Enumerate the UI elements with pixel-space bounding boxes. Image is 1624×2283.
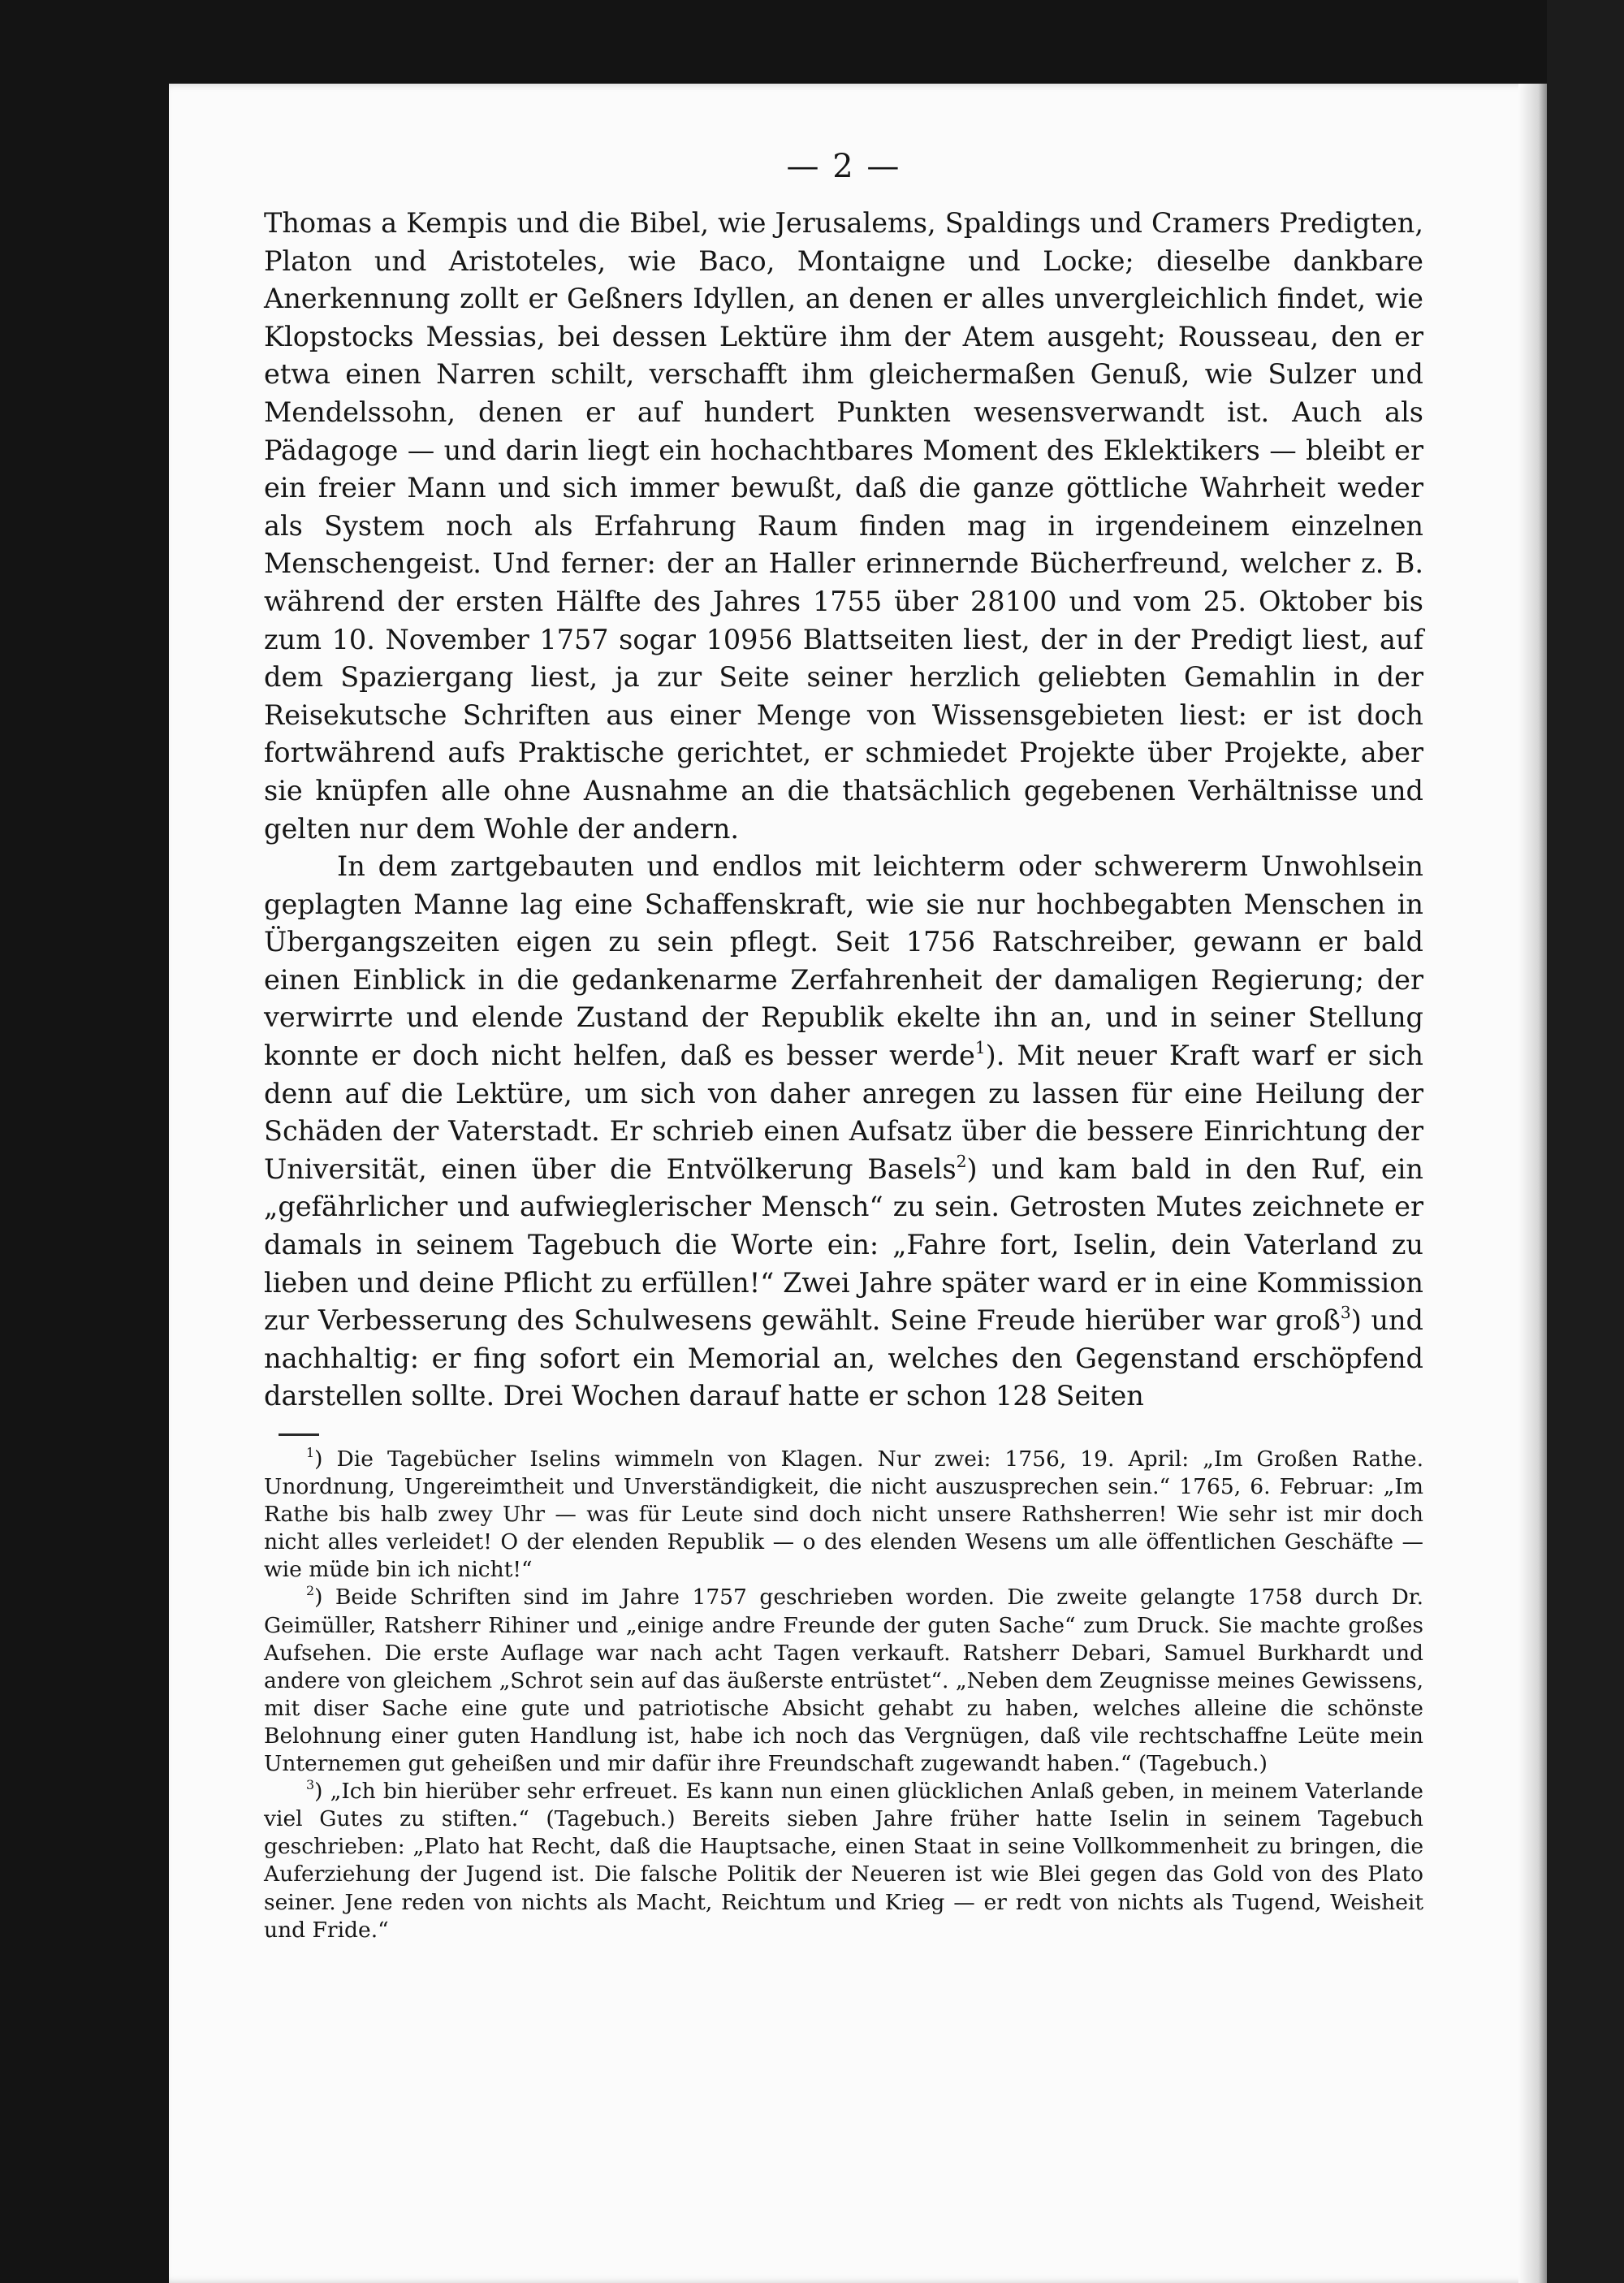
paragraph-text: Thomas a Kempis und die Bibel, wie Jerusalems, Spaldings und Cramers Predigten, Platon und Aristoteles, wie Baco, Montaigne und Locke; dieselbe dankbare Anerkennung zollt er Geßners Idyllen, an denen er alles unvergleichlich findet, wie Klopstocks Messias, bei dessen Lektüre ihm der Atem ausgeht; Rousseau, den er etwa einen Narren schilt, verschafft ihm gleichermaßen Genuß, wie Sulzer und Mendelssohn, denen er auf hundert Punkten wesensverwandt ist. Auch als Pädagoge — und darin liegt ein hochachtbares Moment des Eklektikers — bleibt er ein freier Mann und sich immer bewußt, daß die ganze göttliche Wahrheit weder als System noch als Erfahrung Raum finden mag in irgendeinem einzelnen Menschengeist. Und ferner: der an Haller erinnernde Bücherfreund, welcher z. B. während der ersten Hälfte des Jahres 1755 über 28100 und vom 25. Oktober bis zum 10. November 1757 sogar 10956 Blattseiten liest, der in der Predigt liest, auf dem Spaziergang liest, ja zur Seite seiner herzlich geliebten Gemahlin in der Reisekutsche Schriften aus einer Menge von Wissensgebieten liest: er ist doch fortwährend aufs Praktische gerichtet, er schmiedet Projekte über Projekte, aber sie knüpfen alle ohne Ausnahme an die thatsächlich gegebenen Verhältnisse und gelten nur dem Wohle der andern. <box>264 207 1423 845</box>
paragraph-text: ) und kam bald in den Ruf, ein „gefährlicher und aufwieglerischer Mensch“ zu sein. Getrosten Mutes zeichnete er damals in seinem Tagebuch die Worte ein: „Fahre fort, Iselin, dein Vaterland zu lieben und deine Pflicht zu erfüllen!“ Zwei Jahre später ward er in eine Kommission zur Verbesserung des Schulwesens gewählt. Seine Freude hierüber war groß <box>264 1152 1423 1337</box>
paragraph-text: In dem zartgebauten und endlos mit leichterm oder schwererm Unwohlsein geplagten Manne lag eine Schaffenskraft, wie sie nur hochbegabten Menschen in Übergangszeiten eigen zu sein pflegt. Seit 1756 Ratschreiber, gewann er bald einen Einblick in die gedankenarme Zerfahrenheit der damaligen Regierung; der verwirrte und elende Zustand der Republik ekelte ihn an, und in seiner Stellung konnte er doch nicht helfen, daß es besser werde <box>264 850 1423 1072</box>
footnote-text: ) „Ich bin hierüber sehr erfreuet. Es kann nun einen glücklichen Anlaß geben, in meinem Vaterlande viel Gutes zu stiften.“ (Tagebuch.) Bereits sieben Jahre früher hatte Iselin in seinem Tagebuch geschrieben: „Plato hat Recht, daß die Hauptsache, einen Staat in seine Vollkommenheit zu bringen, die Auferziehung der Jugend ist. Die falsche Politik der Neueren ist wie Blei gegen das Gold von des Plato seiner. Jene reden von nichts als Macht, Reichtum und Krieg — er redt von nichts als Tugend, Weisheit und Fride.“ <box>264 1779 1423 1943</box>
paragraph <box>264 848 1423 1416</box>
footnote-reference: 3 <box>1340 1303 1351 1323</box>
paragraph-text: ). Mit neuer Kraft warf er sich denn auf die Lektüre, um sich von daher anregen zu lassen für eine Heilung der Schäden der Vaterstadt. Er schrieb einen Aufsatz über die bessere Einrichtung der Universität, einen über die Entvölkerung Basels <box>264 1040 1424 1185</box>
page-number: — 2 — <box>786 148 901 185</box>
footnote-text: ) Beide Schriften sind im Jahre 1757 geschrieben worden. Die zweite gelangte 1758 durch Dr. Geimüller, Ratsherr Rihiner und „einige andre Freunde der guten Sache“ zum Druck. Sie machte großes Aufsehen. Die erste Auflage war nach acht Tagen verkauft. Ratsherr Debari, Samuel Burkhardt und andere von gleichem „Schrot sein auf das äußerste entrüstet“. „Neben dem Zeugnisse meines Gewissens, mit diser Sache eine gute und patriotische Absicht gehabt zu haben, welches alleine die schönste Belohnung einer guten Handlung ist, habe ich noch das Vergnügen, daß vile rechtschaffne Leüte mein Unternemen gut geheißen und mir dafür ihre Freundschaft zugewandt haben.“ (Tagebuch.) <box>264 1585 1423 1777</box>
footnote-text: ) Die Tagebücher Iselins wimmeln von Klagen. Nur zwei: 1756, 19. April: „Im Großen Rathe. Unordnung, Ungereimtheit und Unverständigkeit, die nicht auszusprechen sein.“ 1765, 6. Februar: „Im Rathe bis halb zwey Uhr — was für Leute sind doch nicht unsere Rathsherren! Wie sehr ist mir doch nicht alles verleidet! O der elenden Republik — o des elenden Wesens um alle öffentlichen Geschäfte — wie müde bin ich nicht!“ <box>264 1446 1423 1583</box>
footnote-reference: 1 <box>974 1038 986 1057</box>
main-text <box>264 205 1423 1416</box>
footnote-divider <box>279 1433 319 1436</box>
footnote <box>264 1584 1423 1778</box>
footnote <box>264 1446 1423 1584</box>
paragraph-text: ) und nachhaltig: er fing sofort ein Memorial an, welches den Gegenstand erschöpfend darstellen sollte. Drei Wochen darauf hatte er schon 128 Seiten <box>264 1304 1423 1412</box>
paper-fold-shadow <box>1518 84 1547 2283</box>
page-content <box>264 146 1423 1944</box>
footnote-marker: 1 <box>306 1444 315 1460</box>
paragraph <box>264 205 1423 848</box>
footnote-reference: 2 <box>956 1151 967 1171</box>
footnote-marker: 3 <box>306 1777 315 1792</box>
footnote-marker: 2 <box>306 1583 315 1599</box>
footnote <box>264 1778 1423 1944</box>
scan-background-edge <box>1547 0 1624 2283</box>
footnotes <box>264 1446 1423 1944</box>
